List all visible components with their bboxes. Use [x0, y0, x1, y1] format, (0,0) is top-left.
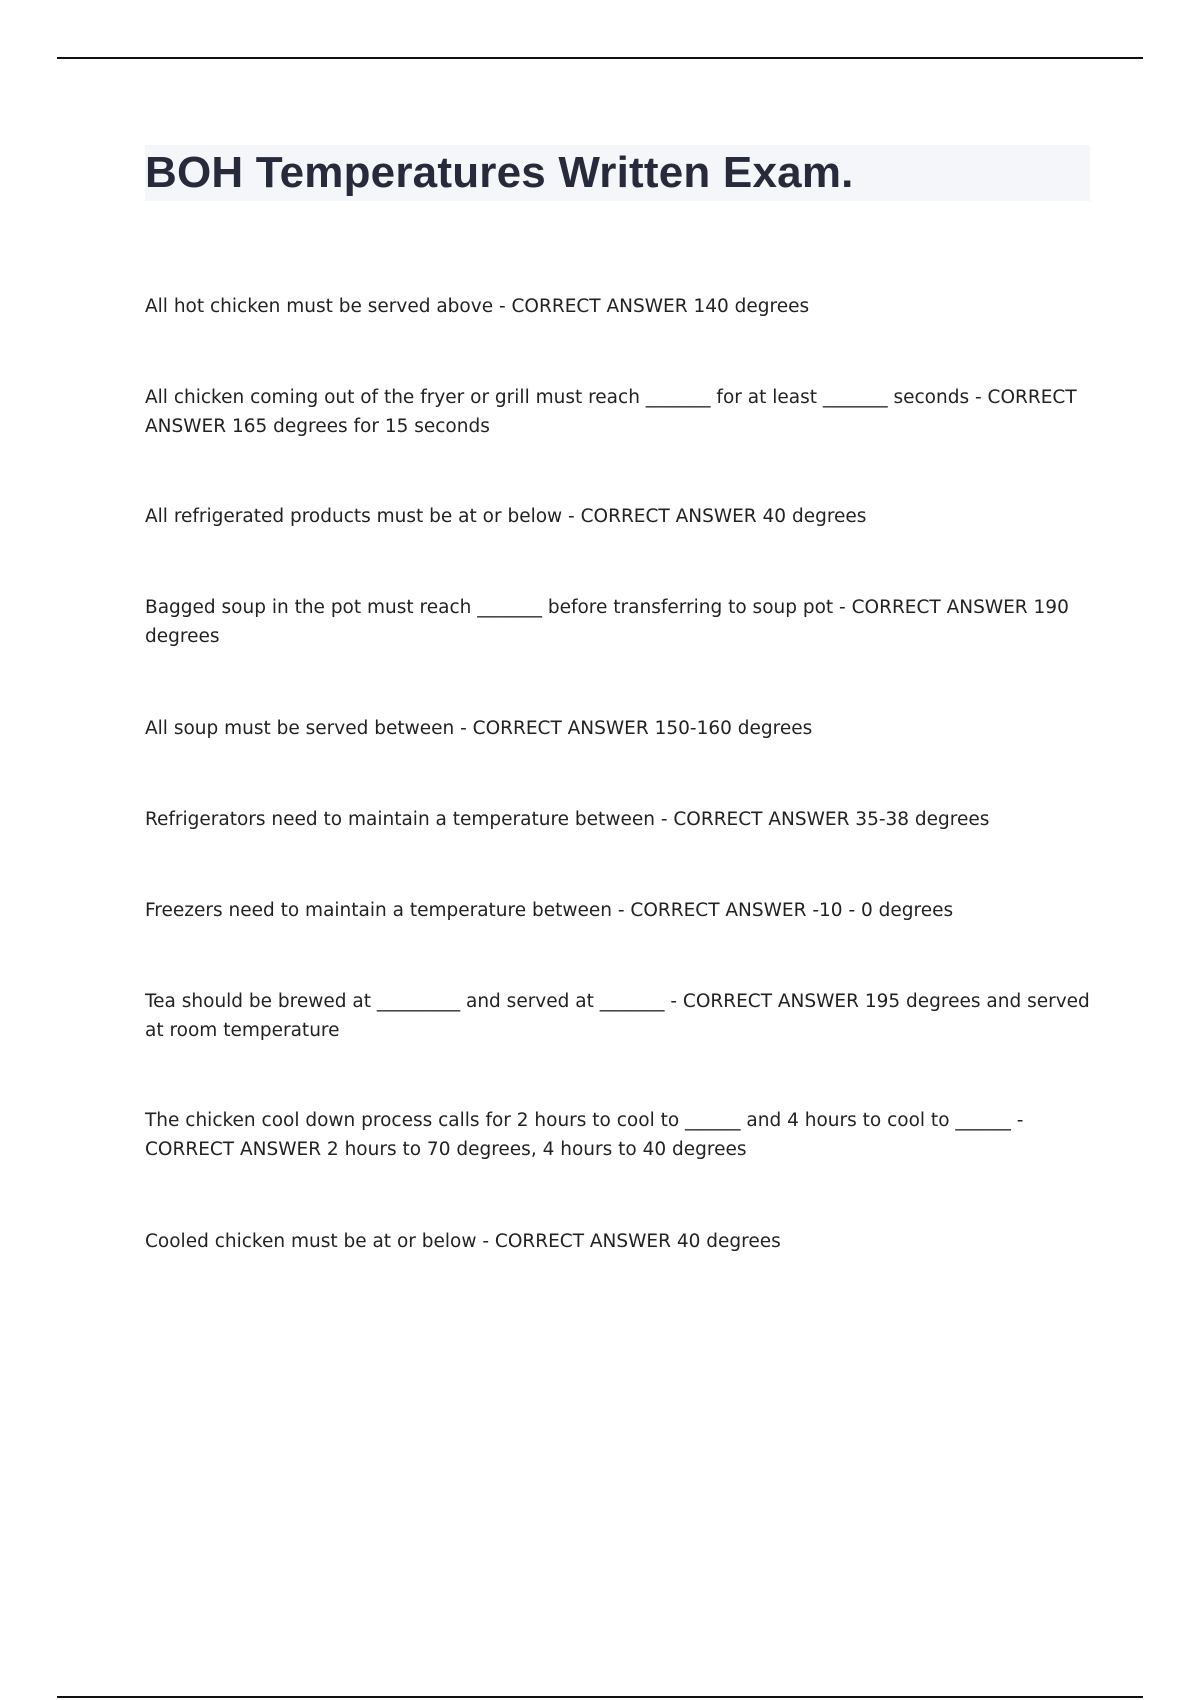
- question-item: Bagged soup in the pot must reach _______ before transferring to soup pot - CORRECT ANSWER 190 degrees: [145, 597, 1069, 647]
- question-item: Freezers need to maintain a temperature between - CORRECT ANSWER -10 - 0 degrees: [145, 900, 954, 921]
- question-item: All refrigerated products must be at or below - CORRECT ANSWER 40 degrees: [145, 506, 867, 527]
- question-item: Refrigerators need to maintain a temperature between - CORRECT ANSWER 35-38 degrees: [145, 809, 990, 830]
- top-rule: [57, 57, 1143, 59]
- question-item: All chicken coming out of the fryer or grill must reach _______ for at least _______ seconds - CORRECT ANSWER 165 degrees for 15 seconds: [145, 387, 1077, 437]
- question-item: All hot chicken must be served above - CORRECT ANSWER 140 degrees: [145, 296, 810, 317]
- title-band: [145, 145, 1090, 201]
- question-item: All soup must be served between - CORRECT ANSWER 150-160 degrees: [145, 718, 813, 739]
- question-item: Tea should be brewed at _________ and served at _______ - CORRECT ANSWER 195 degrees and served at room temperature: [145, 991, 1090, 1041]
- document-title: BOH Temperatures Written Exam.: [145, 148, 854, 197]
- question-item: Cooled chicken must be at or below - CORRECT ANSWER 40 degrees: [145, 1231, 781, 1252]
- question-item: The chicken cool down process calls for 2 hours to cool to ______ and 4 hours to cool to ______ - CORRECT ANSWER 2 hours to 70 degrees, 4 hours to 40 degrees: [145, 1110, 1024, 1160]
- bottom-rule: [57, 1696, 1143, 1698]
